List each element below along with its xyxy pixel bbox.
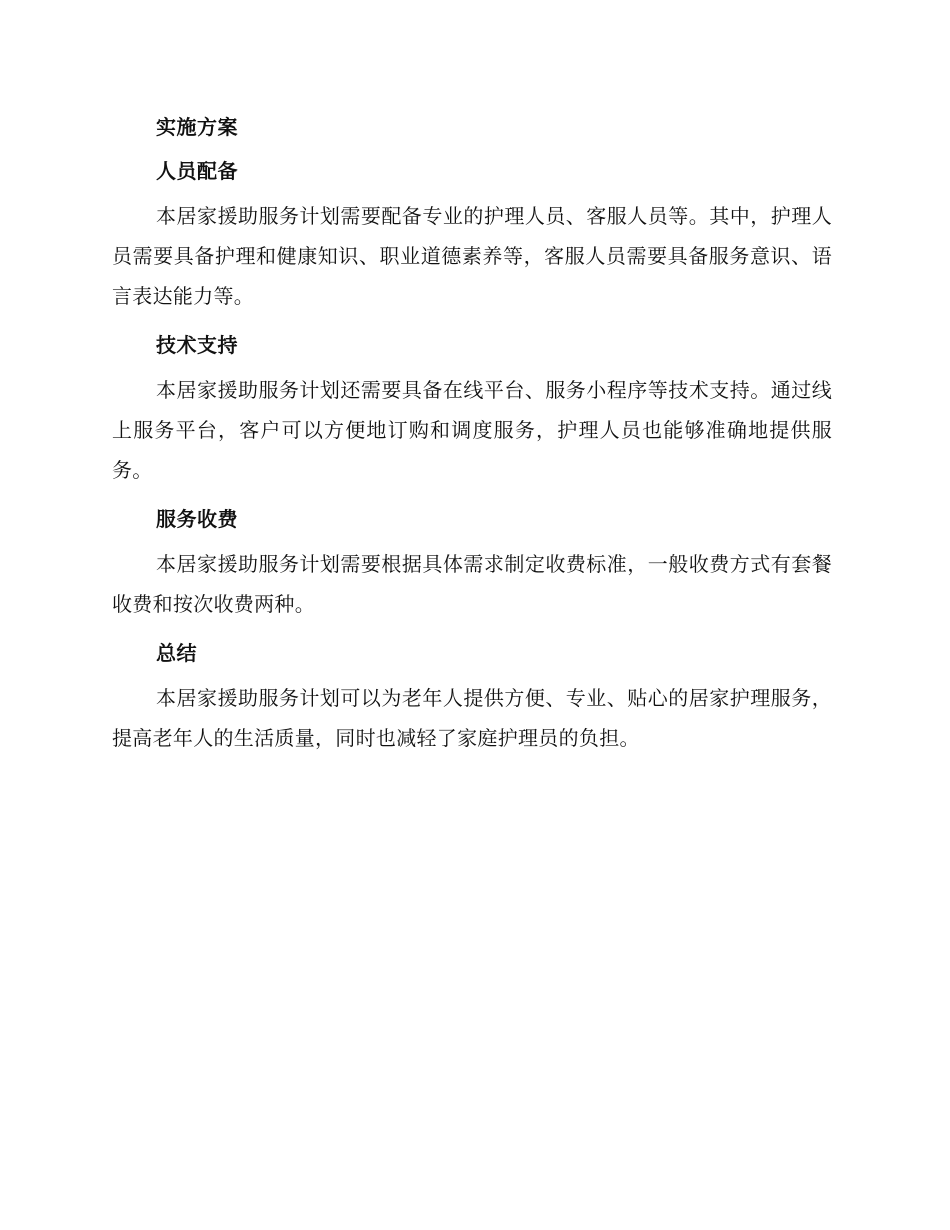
section-paragraph-summary: 本居家援助服务计划可以为老年人提供方便、专业、贴心的居家护理服务，提高老年人的生活质量，同时也减轻了家庭护理员的负担。	[112, 686, 832, 750]
section-heading-staffing: 人员配备	[156, 159, 238, 183]
section-heading-summary: 总结	[156, 641, 197, 665]
section-heading-implementation: 实施方案	[156, 115, 238, 139]
section-heading-service-fees: 服务收费	[156, 507, 238, 531]
section-paragraph-staffing: 本居家援助服务计划需要配备专业的护理人员、客服人员等。其中，护理人员需要具备护理和健康知识、职业道德素养等，客服人员需要具备服务意识、语言表达能力等。	[112, 204, 832, 308]
section-paragraph-service-fees: 本居家援助服务计划需要根据具体需求制定收费标准，一般收费方式有套餐收费和按次收费两种。	[112, 552, 832, 616]
section-heading-tech-support: 技术支持	[156, 333, 238, 357]
document-body	[112, 108, 832, 768]
section-paragraph-tech-support: 本居家援助服务计划还需要具备在线平台、服务小程序等技术支持。通过线上服务平台，客户可以方便地订购和调度服务，护理人员也能够准确地提供服务。	[112, 378, 832, 482]
